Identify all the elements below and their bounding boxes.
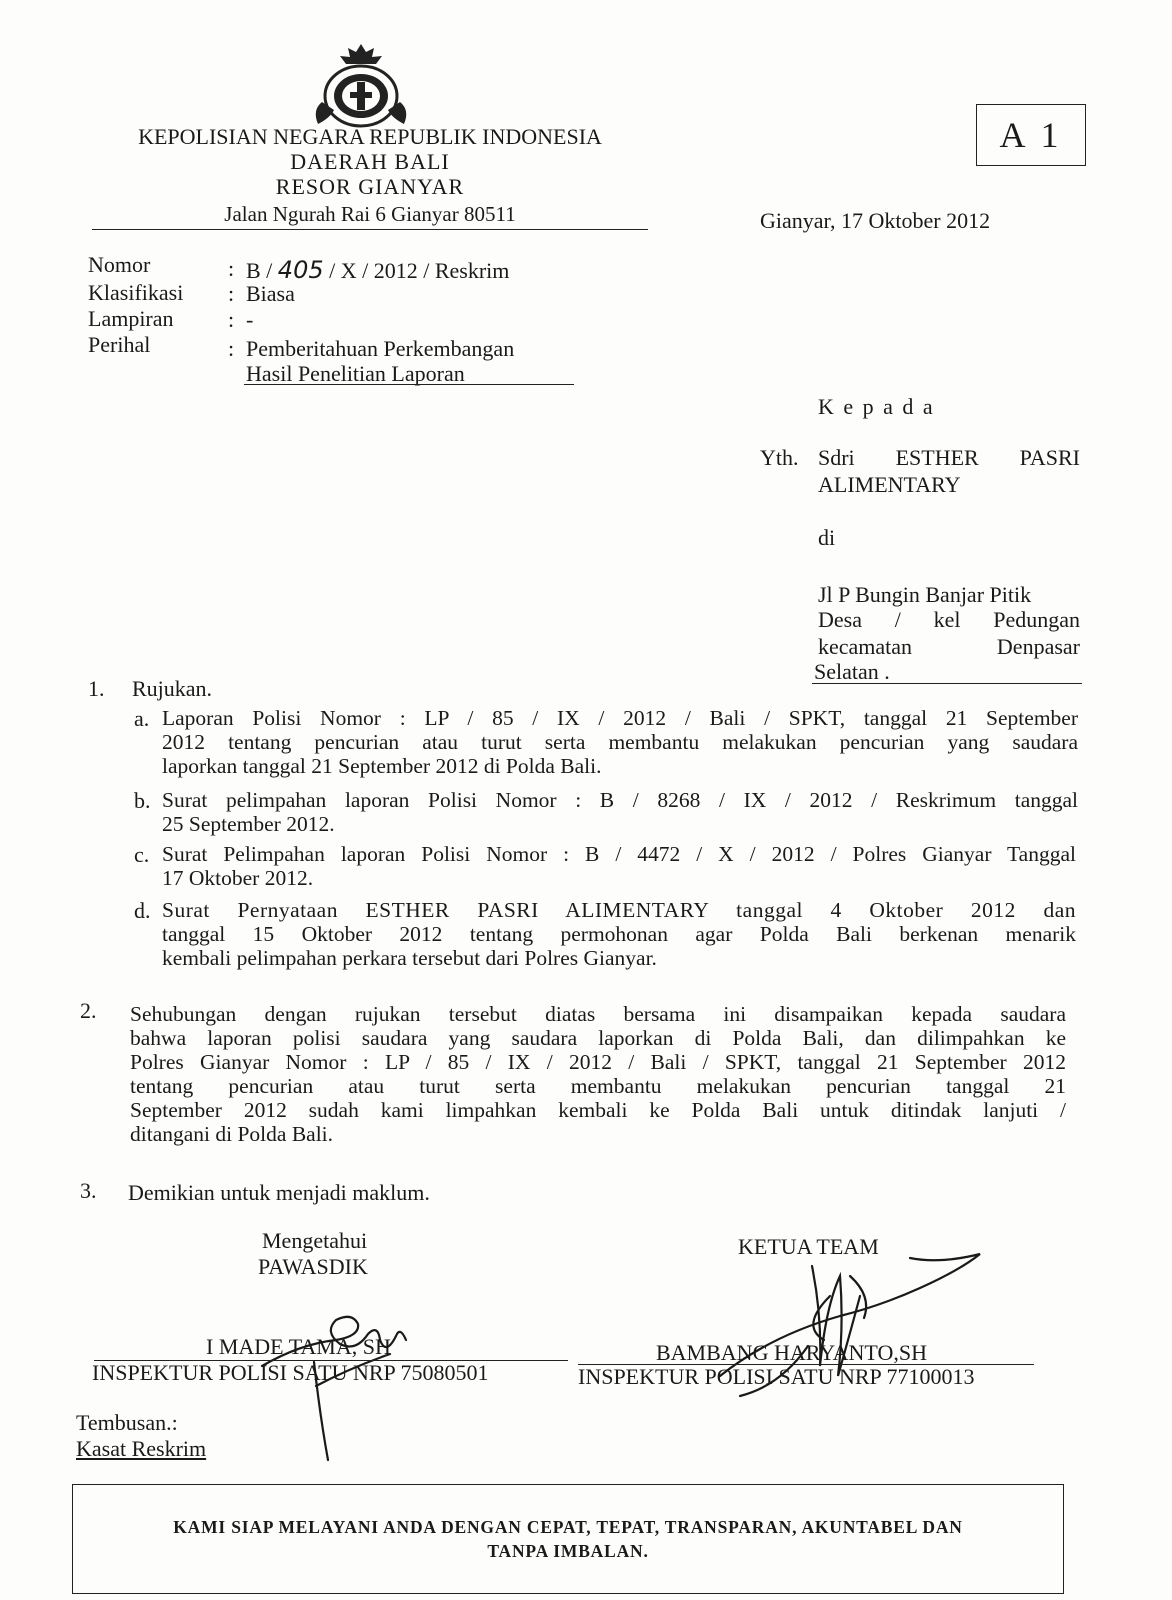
item-a-line-2: 2012 tentang pencurian atau turut serta membantu melakukan pencurian yang saudara: [162, 730, 1078, 754]
p2-line-2: bahwa laporan polisi saudara yang saudara laporkan di Polda Bali, dan dilimpahkan ke: [130, 1026, 1066, 1050]
address-word-2: /: [894, 607, 901, 632]
p2-line-4: tentang pencurian atau turut serta membantu melakukan pencurian tanggal 21: [130, 1074, 1066, 1098]
footer-line-1: KAMI SIAP MELAYANI ANDA DENGAN CEPAT, TEPAT, TRANSPARAN, AKUNTABEL DAN: [173, 1517, 963, 1537]
right-sig-title: KETUA TEAM: [738, 1234, 879, 1259]
lampiran-value: -: [246, 307, 254, 332]
p1-number: 1.: [88, 676, 105, 701]
nomor-handwritten: 405: [277, 256, 324, 284]
item-c-line-2: 17 Oktober 2012.: [162, 866, 314, 890]
item-a-label: a.: [134, 706, 150, 731]
recipient-address-3: [818, 634, 1080, 659]
p2-line-3: Polres Gianyar Nomor : LP / 85 / IX / 2012 / Bali / SPKT, tanggal 21 September 2012: [130, 1050, 1066, 1074]
perihal-underline: [244, 384, 574, 385]
police-emblem-icon: [308, 40, 414, 132]
nomor-label: Nomor: [88, 252, 151, 277]
header-address: Jalan Ngurah Rai 6 Gianyar 80511: [224, 202, 516, 226]
recipient-word-2: ESTHER: [895, 445, 979, 470]
item-d-label: d.: [134, 898, 151, 923]
recipient-address-2: [818, 607, 1080, 632]
code-box: [976, 104, 1086, 166]
recipient-word-1: Sdri: [818, 445, 855, 470]
perihal-line-2: Hasil Penelitian Laporan: [246, 361, 465, 386]
nomor-suffix: / X / 2012 / Reskrim: [329, 258, 510, 283]
right-sig-name: BAMBANG HARYANTO,SH: [656, 1340, 927, 1365]
left-sig-title-2: PAWASDIK: [258, 1254, 368, 1279]
left-sig-name: I MADE TAMA, SH: [206, 1334, 391, 1359]
recipient-address-1: Jl P Bungin Banjar Pitik: [818, 582, 1032, 607]
item-b-label: b.: [134, 788, 151, 813]
item-c-label: c.: [134, 842, 150, 867]
p3-text: Demikian untuk menjadi maklum.: [128, 1180, 430, 1205]
item-d-line-1: Surat Pernyataan ESTHER PASRI ALIMENTARY tanggal 4 Oktober 2012 dan: [162, 898, 1076, 922]
address-word-3: kel: [933, 607, 961, 632]
footer-line-2: TANPA IMBALAN.: [487, 1541, 649, 1561]
left-sig-rank: INSPEKTUR POLISI SATU NRP 75080501: [92, 1360, 489, 1385]
item-b-line-2: 25 September 2012.: [162, 812, 335, 836]
p2-line-6: ditangani di Polda Bali.: [130, 1122, 334, 1146]
recipient-underline: [812, 683, 1082, 684]
klasifikasi-label: Klasifikasi: [88, 280, 184, 305]
left-sig-title-1: Mengetahui: [262, 1228, 368, 1253]
header-line-3: RESOR GIANYAR: [275, 174, 465, 199]
recipient-word-3: PASRI: [1019, 445, 1080, 470]
p3-number: 3.: [80, 1178, 97, 1203]
p1-title: Rujukan.: [132, 676, 213, 701]
nomor-value: [246, 256, 509, 284]
address-word-5: kecamatan: [818, 634, 913, 659]
perihal-line-1: Pemberitahuan Perkembangan: [246, 336, 515, 361]
lampiran-label: Lampiran: [88, 306, 174, 331]
right-sig-rank: INSPEKTUR POLISI SATU NRP 77100013: [578, 1364, 975, 1389]
item-a-line-3: laporkan tanggal 21 September 2012 di Polda Bali.: [162, 754, 602, 778]
recipient-address-4: Selatan .: [814, 659, 890, 684]
p2-number: 2.: [80, 998, 97, 1023]
item-a-line-1: Laporan Polisi Nomor : LP / 85 / IX / 2012 / Bali / SPKT, tanggal 21 September: [162, 706, 1078, 730]
kepada: K e p a d a: [818, 394, 935, 419]
klasifikasi-colon: :: [228, 281, 235, 306]
p2-line-1: Sehubungan dengan rujukan tersebut diatas bersama ini disampaikan kepada saudara: [130, 1002, 1066, 1026]
address-word-1: Desa: [818, 607, 862, 632]
p2-line-5: September 2012 sudah kami limpahkan kembali ke Polda Bali untuk ditindak lanjuti /: [130, 1098, 1066, 1122]
recipient-name-2: ALIMENTARY: [818, 472, 961, 497]
klasifikasi-value: Biasa: [246, 281, 295, 306]
footer-motto-box: [72, 1484, 1064, 1594]
recipient-name-1: [818, 445, 1080, 470]
tembusan-item: Kasat Reskrim: [76, 1436, 207, 1461]
item-c-line-1: Surat Pelimpahan laporan Polisi Nomor : B / 4472 / X / 2012 / Polres Gianyar Tanggal: [162, 842, 1076, 866]
item-b-line-1: Surat pelimpahan laporan Polisi Nomor : B / 8268 / IX / 2012 / Reskrimum tanggal: [162, 788, 1078, 812]
lampiran-colon: :: [228, 307, 235, 332]
header-line-2: DAERAH BALI: [290, 149, 450, 174]
perihal-colon: :: [228, 336, 235, 361]
nomor-prefix: B /: [246, 258, 273, 283]
item-d-line-2: tanggal 15 Oktober 2012 tentang permohonan agar Polda Bali berkenan menarik: [162, 922, 1076, 946]
nomor-colon: :: [228, 256, 235, 281]
code-box-text: A 1: [999, 115, 1063, 155]
address-word-4: Pedungan: [993, 607, 1080, 632]
header-line-1: KEPOLISIAN NEGARA REPUBLIK INDONESIA: [138, 124, 602, 149]
tembusan-label: Tembusan.:: [76, 1410, 178, 1435]
recipient-di: di: [818, 525, 836, 550]
item-d-line-3: kembali pelimpahan perkara tersebut dari Polres Gianyar.: [162, 946, 657, 970]
address-word-6: Denpasar: [996, 634, 1080, 659]
place-date: Gianyar, 17 Oktober 2012: [760, 208, 991, 233]
perihal-label: Perihal: [88, 332, 151, 357]
header-underline: [92, 229, 648, 230]
yth: Yth.: [760, 445, 799, 470]
